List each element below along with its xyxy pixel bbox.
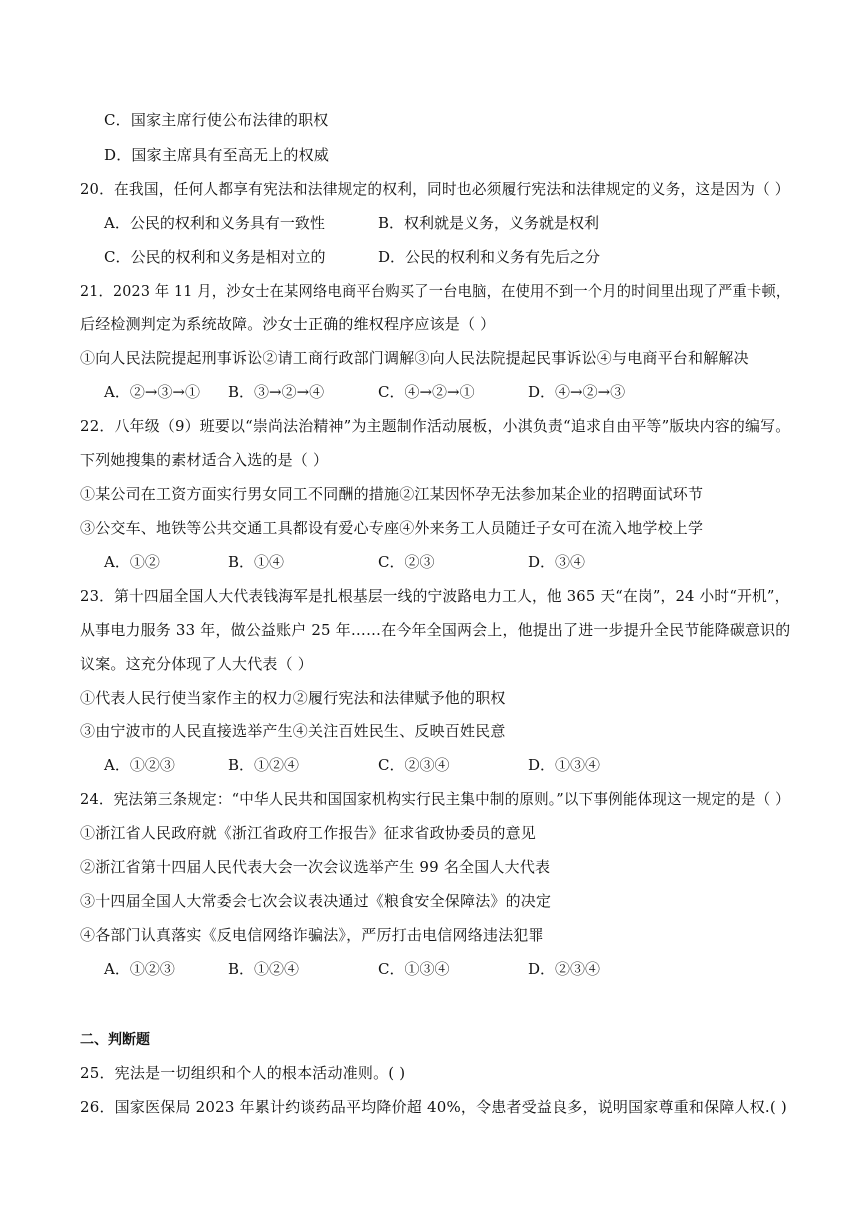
question-20: 20．在我国，任何人都享有宪法和法律规定的权利，同时也必须履行宪法和法律规定的义务，这是因为（ ） — [80, 180, 790, 198]
q23-option-b: B．①②④ — [228, 756, 300, 774]
question-22-line1: 22．八年级（9）班要以“崇尚法治精神”为主题制作活动展板，小淇负责“追求自由平等”版块内容的编写。 — [80, 417, 791, 435]
q21-option-b: B．③→②→④ — [228, 383, 325, 401]
q24-statement-2: ②浙江省第十四届人民代表大会一次会议选举产生 99 名全国人大代表 — [80, 858, 551, 876]
q19-option-c: C．国家主席行使公布法律的职权 — [104, 111, 329, 129]
q20-option-a: A．公民的权利和义务具有一致性 — [104, 214, 325, 232]
q21-option-c: C．④→②→① — [378, 383, 475, 401]
section-title-judgment: 二、判断题 — [80, 1032, 150, 1048]
q19-option-d: D．国家主席具有至高无上的权威 — [104, 146, 330, 164]
q20-option-c: C．公民的权利和义务是相对立的 — [104, 248, 326, 266]
q21-statements: ①向人民法院提起刑事诉讼②请工商行政部门调解③向人民法院提起民事诉讼④与电商平台和解解决 — [80, 349, 749, 367]
q20-option-d: D．公民的权利和义务有先后之分 — [378, 248, 601, 266]
question-21-line1: 21．2023 年 11 月，沙女士在某网络电商平台购买了一台电脑，在使用不到一个月的时间里出现了严重卡顿， — [80, 282, 791, 300]
q22-statements-1: ①某公司在工资方面实行男女同工不同酬的措施②江某因怀孕无法参加某企业的招聘面试环节 — [80, 485, 704, 503]
question-23-line2: 从事电力服务 33 年，做公益账户 25 年……在今年全国两会上，他提出了进一步提升全民节能降碳意识的 — [80, 621, 791, 639]
q24-statement-3: ③十四届全国人大常委会七次会议表决通过《粮食安全保障法》的决定 — [80, 892, 552, 910]
q24-option-a: A．①②③ — [104, 960, 175, 978]
q24-statement-4: ④各部门认真落实《反电信网络诈骗法》，严厉打击电信网络违法犯罪 — [80, 926, 544, 944]
question-21-line2: 后经检测判定为系统故障。沙女士正确的维权程序应该是（ ） — [80, 315, 496, 333]
q22-option-a: A．①② — [104, 553, 160, 571]
q23-option-a: A．①②③ — [104, 756, 175, 774]
question-23-line1: 23．第十四届全国人大代表钱海军是扎根基层一线的宁波路电力工人，他 365 天“在岗”，24 小时“开机”， — [80, 587, 790, 605]
question-26: 26．国家医保局 2023 年累计约谈药品平均降价超 40%，令患者受益良多，说明国家尊重和保障人权.( ) — [80, 1098, 787, 1116]
q20-option-b: B．权利就是义务，义务就是权利 — [378, 214, 600, 232]
q24-option-d: D．②③④ — [528, 960, 601, 978]
q21-option-a: A．②→③→① — [104, 383, 200, 401]
q23-statements-1: ①代表人民行使当家作主的权力②履行宪法和法律赋予他的职权 — [80, 689, 506, 707]
question-25: 25．宪法是一切组织和个人的根本活动准则。( ) — [80, 1064, 406, 1082]
q22-statements-2: ③公交车、地铁等公共交通工具都设有爱心专座④外来务工人员随迁子女可在流入地学校上学 — [80, 519, 704, 537]
question-23-line3: 议案。这充分体现了人大代表（ ） — [80, 655, 313, 673]
q23-statements-2: ③由宁波市的人民直接选举产生④关注百姓民生、反映百姓民意 — [80, 722, 506, 740]
q24-statement-1: ①浙江省人民政府就《浙江省政府工作报告》征求省政协委员的意见 — [80, 824, 537, 842]
q24-option-c: C．①③④ — [378, 960, 450, 978]
q24-option-b: B．①②④ — [228, 960, 300, 978]
question-22-line2: 下列她搜集的素材适合入选的是（ ） — [80, 451, 329, 469]
q22-option-b: B．①④ — [228, 553, 285, 571]
q22-option-d: D．③④ — [528, 553, 586, 571]
q23-option-d: D．①③④ — [528, 756, 601, 774]
question-24: 24．宪法第三条规定：“中华人民共和国国家机构实行民主集中制的原则。”以下事例能体现这一规定的是（ ） — [80, 790, 790, 808]
q23-option-c: C．②③④ — [378, 756, 450, 774]
q21-option-d: D．④→②→③ — [528, 383, 626, 401]
q22-option-c: C．②③ — [378, 553, 435, 571]
